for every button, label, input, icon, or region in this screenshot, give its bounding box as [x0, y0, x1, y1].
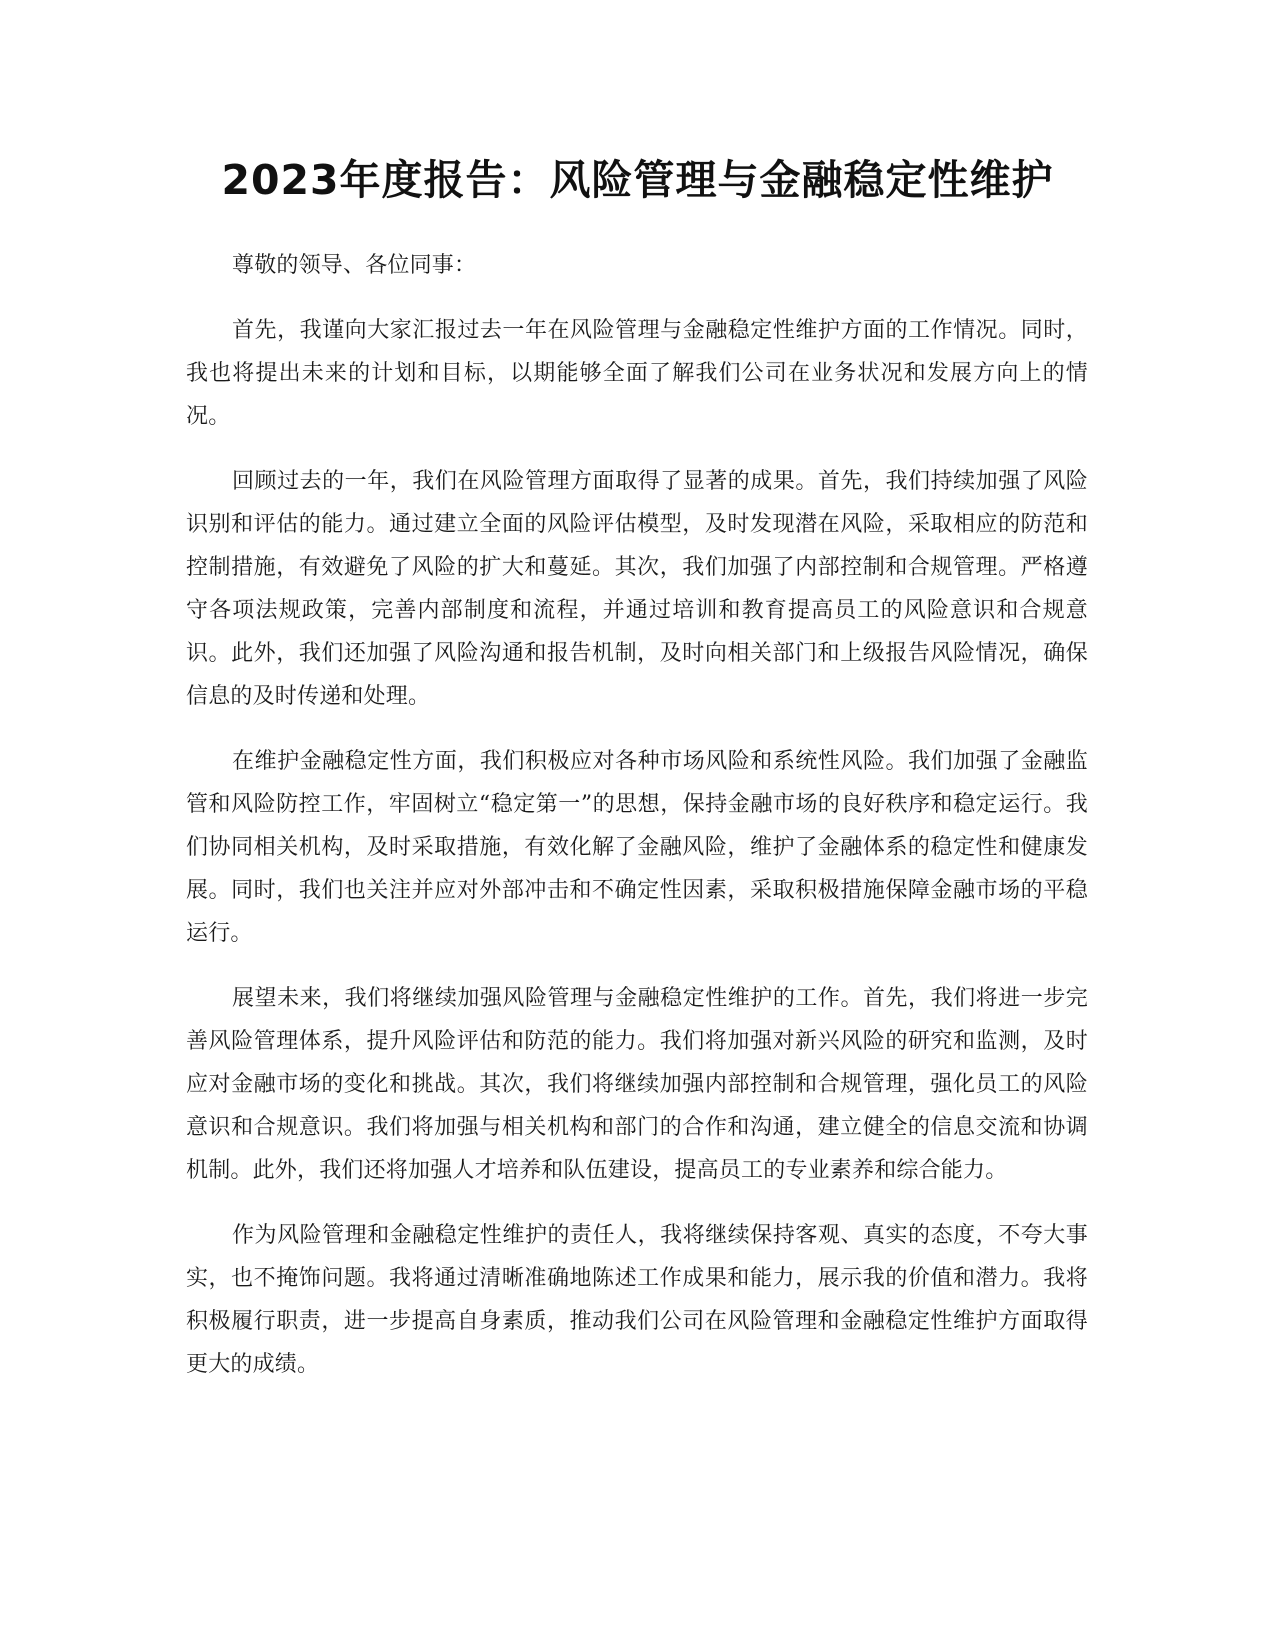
paragraph-introduction: 首先，我谨向大家汇报过去一年在风险管理与金融稳定性维护方面的工作情况。同时，我也将提出未来的计划和目标，以期能够全面了解我们公司在业务状况和发展方向上的情况。 — [186, 318, 1088, 429]
paragraph-closing-commitment: 作为风险管理和金融稳定性维护的责任人，我将继续保持客观、真实的态度，不夸大事实，也不掩饰问题。我将通过清晰准确地陈述工作成果和能力，展示我的价值和潜力。我将积极履行职责，进一步提高自身素质，推动我们公司在风险管理和金融稳定性维护方面取得更大的成绩。 — [186, 1223, 1088, 1377]
paragraph-future-outlook: 展望未来，我们将继续加强风险管理与金融稳定性维护的工作。首先，我们将进一步完善风险管理体系，提升风险评估和防范的能力。我们将加强对新兴风险的研究和监测，及时应对金融市场的变化和挑战。其次，我们将继续加强内部控制和合规管理，强化员工的风险意识和合规意识。我们将加强与相关机构和部门的合作和沟通，建立健全的信息交流和协调机制。此外，我们还将加强人才培养和队伍建设，提高员工的专业素养和综合能力。 — [186, 986, 1088, 1183]
document-title: 2023年度报告：风险管理与金融稳定性维护 — [221, 156, 1054, 204]
paragraph-risk-management-review: 回顾过去的一年，我们在风险管理方面取得了显著的成果。首先，我们持续加强了风险识别和评估的能力。通过建立全面的风险评估模型，及时发现潜在风险，采取相应的防范和控制措施，有效避免了风险的扩大和蔓延。其次，我们加强了内部控制和合规管理。严格遵守各项法规政策，完善内部制度和流程，并通过培训和教育提高员工的风险意识和合规意识。此外，我们还加强了风险沟通和报告机制，及时向相关部门和上级报告风险情况，确保信息的及时传递和处理。 — [186, 469, 1088, 709]
document-body — [186, 244, 1088, 1408]
paragraph-salutation: 尊敬的领导、各位同事： — [232, 253, 477, 278]
paragraph-financial-stability: 在维护金融稳定性方面，我们积极应对各种市场风险和系统性风险。我们加强了金融监管和风险防控工作，牢固树立“稳定第一”的思想，保持金融市场的良好秩序和稳定运行。我们协同相关机构，及时采取措施，有效化解了金融风险，维护了金融体系的稳定性和健康发展。同时，我们也关注并应对外部冲击和不确定性因素，采取积极措施保障金融市场的平稳运行。 — [186, 749, 1088, 946]
